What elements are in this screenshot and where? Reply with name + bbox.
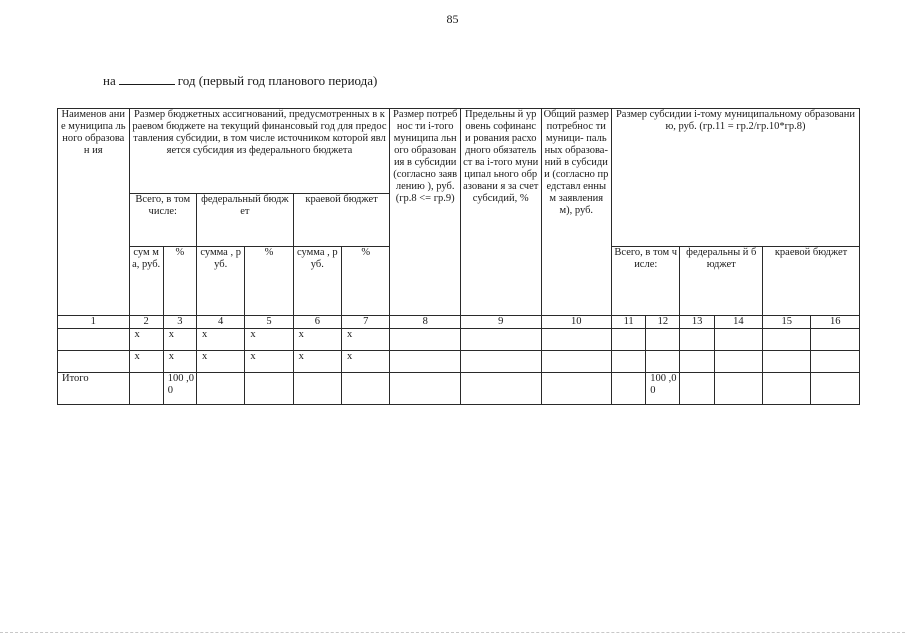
table-cell (680, 329, 714, 351)
total-percent-2: 100 ,00 (646, 373, 680, 405)
table-cell (763, 329, 811, 351)
header-sum-federal: сумма , руб. (196, 247, 244, 316)
table-cell (390, 329, 461, 351)
header-federal-2: федеральны й бюджет (680, 247, 763, 316)
table-cell (541, 329, 612, 351)
table-row (58, 329, 860, 351)
table-cell: x (163, 351, 196, 373)
table-cell: x (129, 351, 163, 373)
table-cell (460, 351, 541, 373)
header-regional-2: краевой бюджет (763, 247, 860, 316)
table-cell: x (245, 329, 293, 351)
table-cell (763, 373, 811, 405)
column-number: 7 (342, 316, 390, 329)
header-total-incl-2: Всего, в том числе: (612, 247, 680, 316)
table-cell (390, 373, 461, 405)
table-cell (612, 329, 646, 351)
table-cell (763, 351, 811, 373)
header-percent-federal: % (245, 247, 293, 316)
table-cell (293, 373, 341, 405)
table-cell (460, 329, 541, 351)
table-cell: x (342, 329, 390, 351)
header-subsidy-group: Размер субсидии i-тому муниципальному образованию, руб. (гр.11 = гр.2/гр.10*гр.8) (612, 109, 860, 247)
table-cell: x (163, 329, 196, 351)
table-cell (342, 373, 390, 405)
table-cell: x (245, 351, 293, 373)
column-number: 1 (58, 316, 130, 329)
table-cell (460, 373, 541, 405)
table-cell (680, 373, 714, 405)
table-cell (541, 373, 612, 405)
scan-footer-line (0, 632, 905, 633)
table-cell (196, 373, 244, 405)
column-number-row (58, 316, 860, 329)
column-number: 16 (811, 316, 860, 329)
table-cell (714, 351, 762, 373)
column-number: 5 (245, 316, 293, 329)
total-percent: 100 ,00 (163, 373, 196, 405)
header-sum: сум ма, руб. (129, 247, 163, 316)
header-percent-regional: % (342, 247, 390, 316)
table-cell: x (129, 329, 163, 351)
section-heading (103, 73, 377, 89)
header-need: Размер потребнос ти i-того муниципа льного образован ия в субсидии (согласно заявлению ), руб. (гр.8 <= гр.9) (390, 109, 461, 316)
table-cell: x (342, 351, 390, 373)
table-cell: x (196, 351, 244, 373)
header-total-need: Общий размер потребнос ти муници- пальных образова- ний в субсидии (согласно представл енным заявления м), руб. (541, 109, 612, 316)
table-cell (58, 329, 130, 351)
column-number: 4 (196, 316, 244, 329)
header-budget-group: Размер бюджетных ассигнований, предусмотренных в краевом бюджете на текущий финансовый год для предоставления субсидии, в том числе источником которой является субсидия из федерального бюджета (129, 109, 390, 194)
header-sum-regional: сумма , руб. (293, 247, 341, 316)
column-number: 2 (129, 316, 163, 329)
column-number: 9 (460, 316, 541, 329)
header-percent: % (163, 247, 196, 316)
table-row (58, 351, 860, 373)
header-regional: краевой бюджет (293, 194, 390, 247)
header-federal: федеральный бюджет (196, 194, 293, 247)
table-cell (714, 329, 762, 351)
table-cell (811, 351, 860, 373)
table-cell (646, 351, 680, 373)
table-cell (58, 351, 130, 373)
table-cell: x (293, 351, 341, 373)
table-cell (612, 373, 646, 405)
table-cell: x (293, 329, 341, 351)
total-label: Итого (58, 373, 130, 405)
subsidy-table (57, 108, 860, 405)
table-cell (245, 373, 293, 405)
table-cell (646, 329, 680, 351)
header-name: Наименов ание муниципа льного образован ия (58, 109, 130, 316)
table-cell (612, 351, 646, 373)
header-row-1 (58, 109, 860, 194)
table-cell (541, 351, 612, 373)
column-number: 14 (714, 316, 762, 329)
table-cell (129, 373, 163, 405)
table-cell (390, 351, 461, 373)
total-row (58, 373, 860, 405)
table-cell (680, 351, 714, 373)
heading-prefix: на (103, 73, 116, 88)
column-number: 10 (541, 316, 612, 329)
table-cell (714, 373, 762, 405)
header-total-incl: Всего, в том числе: (129, 194, 196, 247)
heading-suffix: год (первый год планового периода) (177, 73, 378, 88)
column-number: 15 (763, 316, 811, 329)
table-cell (811, 373, 860, 405)
year-blank (119, 73, 175, 85)
table-cell: x (196, 329, 244, 351)
column-number: 12 (646, 316, 680, 329)
column-number: 6 (293, 316, 341, 329)
column-number: 3 (163, 316, 196, 329)
column-number: 8 (390, 316, 461, 329)
page-number: 85 (446, 12, 459, 26)
header-limit: Предельны й уровень софинанси рования расходного обязательст ва i-того муниципал ьного образовани я за счет субсидий, % (460, 109, 541, 316)
table-cell (811, 329, 860, 351)
column-number: 13 (680, 316, 714, 329)
column-number: 11 (612, 316, 646, 329)
